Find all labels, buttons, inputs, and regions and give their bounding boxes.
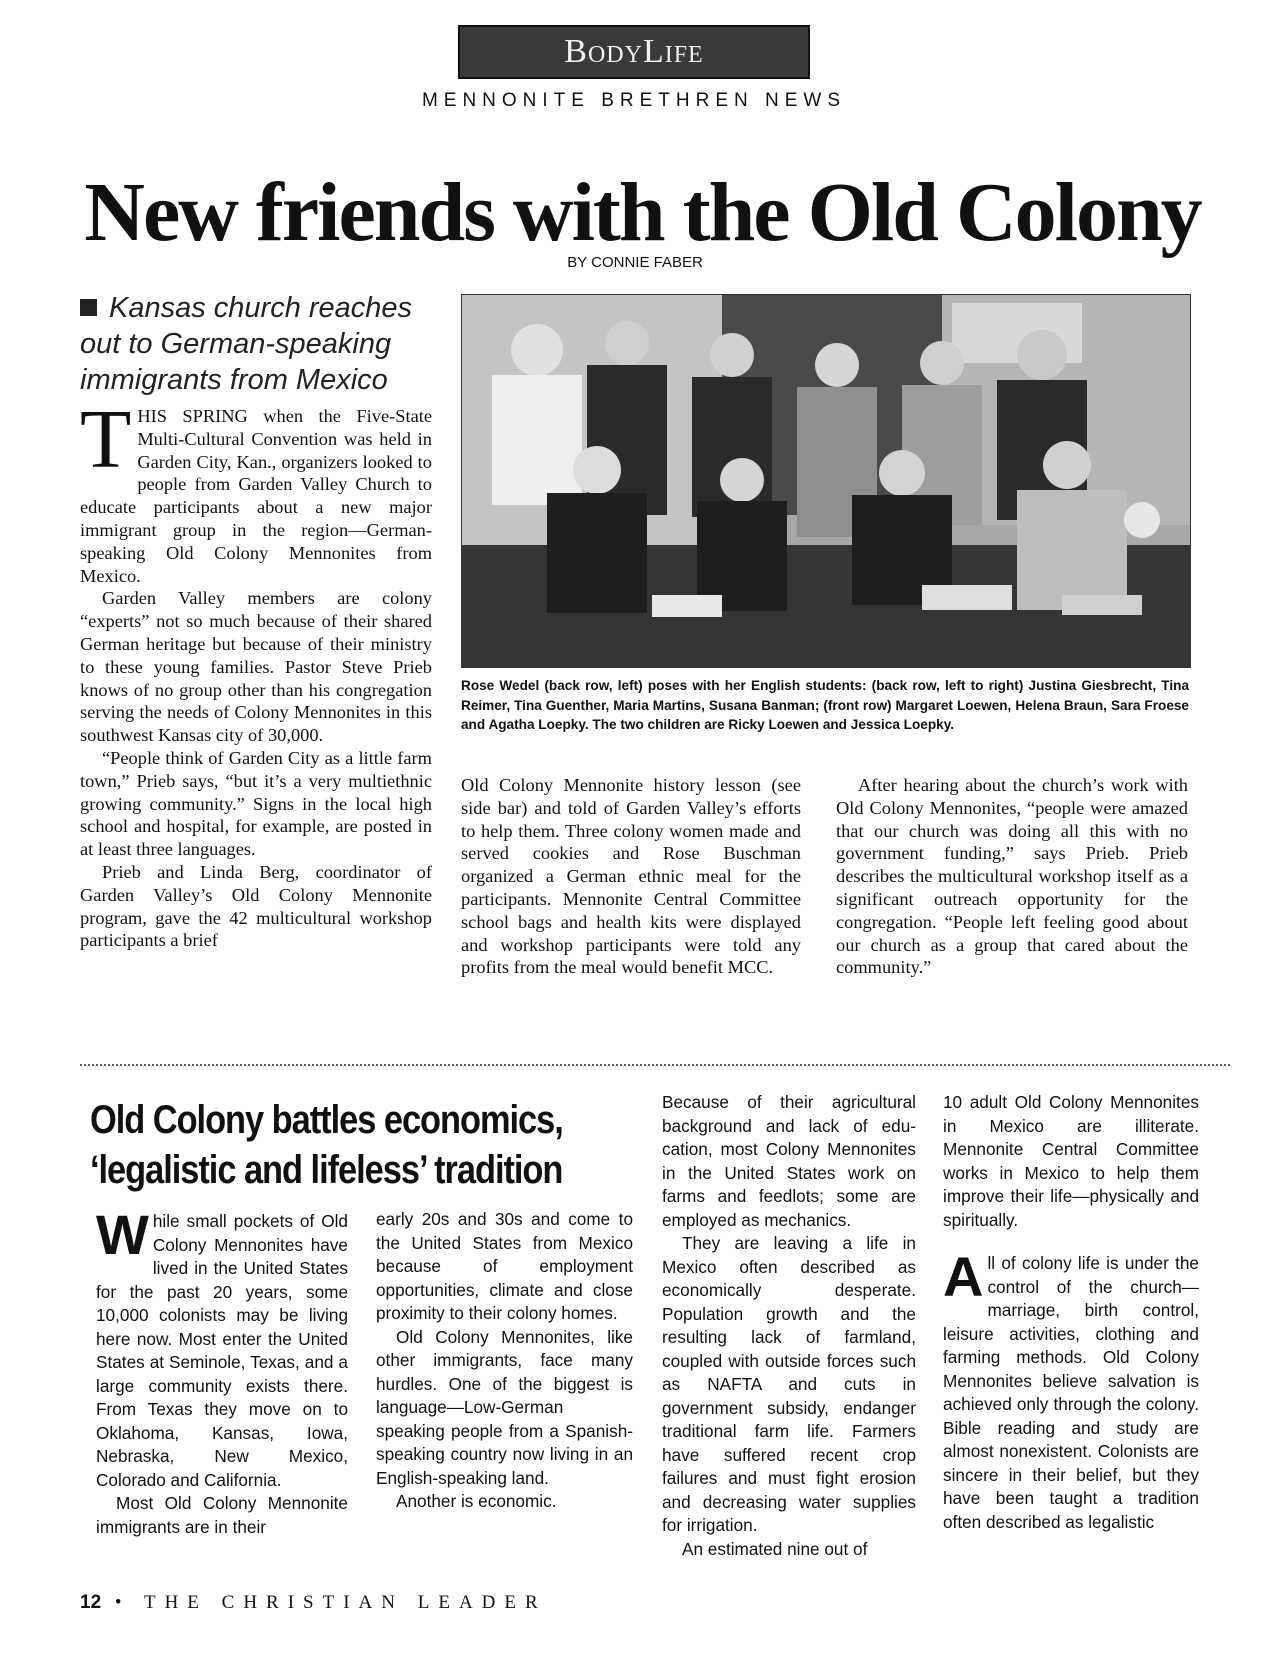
sidebar-paragraph-1-text: hile small pockets of Old Colony Mennonites have lived in the United States for the past 20 years, some 10,000 colonists may be living here now. Most enter the United States at Seminole, Texas, and a large community exists there. From Texas they move on to Oklahoma, Kansas, Iowa, Nebraska, New Mexico, Colorado and California. <box>96 1211 348 1490</box>
sidebar-title-line-2: ‘legalistic and lifeless’ tradition <box>90 1148 563 1192</box>
article-column-3 <box>836 774 1188 979</box>
sidebar-paragraph-1 <box>96 1203 348 1492</box>
byline: BY CONNIE FABER <box>567 254 703 271</box>
sidebar-paragraph-2-end: early 20s and 30s and come to the United States from Mexico because of employment opportunities, climate and close proximity to their colony homes. <box>376 1209 633 1323</box>
article-headline: New friends with the Old Colony <box>84 166 1201 259</box>
paragraph-5: Old Colony Mennonite history lesson (see side bar) and told of Garden Valley’s efforts to help them. Three colony women made and served cookies and Rose Buschman organized a German ethnic meal for the participants. Mennonite Central Committee school bags and health kits were displayed and workshop participants were told any profits from the meal would benefit MCC. <box>461 775 801 978</box>
paragraph-2: Garden Valley members are colony “experts” not so much because of their shared German heritage but because of their ministry to these young families. Pastor Steve Prieb knows of no group other than his congregation serving the needs of Colony Mennonites in this southwest Kansas city of 30,000. <box>80 588 432 746</box>
paragraph-4: Prieb and Linda Berg, coordinator of Garden Valley’s Old Colony Mennonite program, gave the 42 multicultural workshop participants a brief <box>80 861 432 951</box>
sidebar-column-2 <box>376 1208 633 1514</box>
sidebar-dropcap-w: W <box>96 1203 149 1266</box>
sidebar-paragraph-5: They are leaving a life in Mexico often described as economically desperate. Population growth and the resulting lack of farmland, coupled with outside forces such as NAFTA and cuts in government subsidy, endanger traditional farm life. Farmers have suffered recent crop failures and must fight erosion and decreasing water supplies for irrigation. <box>662 1233 916 1535</box>
sidebar-column-1 <box>96 1203 348 1539</box>
sidebar-column-4 <box>943 1091 1199 1534</box>
sidebar-paragraph-4-start: Another is economic. <box>396 1491 557 1511</box>
article-column-1 <box>80 393 433 952</box>
photo-illustration <box>462 295 1190 667</box>
deck-text: Kansas church reaches out to German-speaking immigrants from Mexico <box>80 292 413 396</box>
sidebar-title <box>90 1095 572 1195</box>
article-deck <box>80 290 440 398</box>
publication-name: THE CHRISTIAN LEADER <box>143 1592 547 1613</box>
sidebar-paragraph-6-start: An estimated nine out of <box>682 1538 868 1559</box>
bullet-square-icon <box>80 299 97 316</box>
sidebar-paragraph-7 <box>943 1245 1199 1534</box>
paragraph-1 <box>80 393 433 587</box>
dropcap: T <box>80 393 132 486</box>
paragraph-1-text: when the Five-State Multi-Cultural Convention was held in Garden City, Kan., organizers looked to people from Garden Valley Church to educate participants about a new major immigrant group in the region—German-speaking Old Colony Mennonites from Mexico. <box>80 406 433 586</box>
section-divider <box>80 1064 1230 1066</box>
photo-caption: Rose Wedel (back row, left) poses with her English students: (back row, left to right) Justina Giesbrecht, Tina Reimer, Tina Guenther, Maria Martins, Susana Banman; (front row) Margaret Loewen, Helena Braun, Sara Froese and Agatha Loepky. The two children are Ricky Loewen and Jessica Loepky. <box>461 678 1189 733</box>
sidebar-paragraph-4-end: Because of their agricultural background and lack of education, most Colony Mennonites in the United States work on farms and feedlots; some are employed as mechanics. <box>662 1092 916 1230</box>
page-number: 12 <box>80 1592 102 1613</box>
sidebar-paragraph-7-text: ll of colony life is under the control of the church—marriage, birth control, leisure activities, clothing and farming methods. Old Colony Mennonites believe salvation is achieved only through the colony. Bible reading and study are almost nonexistent. Colonists are sincere in their belief, but they have been taught a tradition often described as legalistic <box>943 1253 1199 1532</box>
sidebar-paragraph-2-start: Most Old Colony Mennonite immigrants are in their <box>96 1493 348 1537</box>
footer-separator: • <box>114 1592 131 1613</box>
article-column-2 <box>461 774 801 979</box>
section-banner: BodyLife <box>458 25 810 79</box>
page-footer <box>80 1592 780 1614</box>
sidebar-title-line-1: Old Colony battles economics, <box>90 1098 563 1142</box>
sidebar-dropcap-a: A <box>943 1245 984 1308</box>
sidebar-paragraph-3: Old Colony Mennonites, like other immigrants, face many hurdles. One of the biggest is language—Low-German speaking people from a Spanish-speaking country now living in an English-speaking land. <box>376 1326 633 1488</box>
paragraph-6: After hearing about the church’s work with Old Colony Mennonites, “people were amazed that our church was doing all this with no government funding,” says Prieb. Prieb describes the multicultural workshop itself as a significant outreach opportunity for the congregation. “People left feeling good about our church as a group that cared about the community.” <box>836 775 1188 978</box>
sidebar-paragraph-6-end: 10 adult Old Colony Mennonites in Mexico are illiterate. Mennonite Central Committee works in Mexico to help them improve their life—physically and spiritually. <box>943 1092 1199 1230</box>
lead-smallcaps: HIS SPRING <box>137 406 248 426</box>
sidebar-column-3 <box>662 1091 916 1561</box>
paragraph-3: “People think of Garden City as a little farm town,” Prieb says, “but it’s a very multiethnic growing community.” Signs in the local high school and hospital, for example, are posted in at least three languages. <box>80 747 432 860</box>
section-subtitle: MENNONITE BRETHREN NEWS <box>421 90 847 111</box>
group-photo <box>461 294 1191 668</box>
